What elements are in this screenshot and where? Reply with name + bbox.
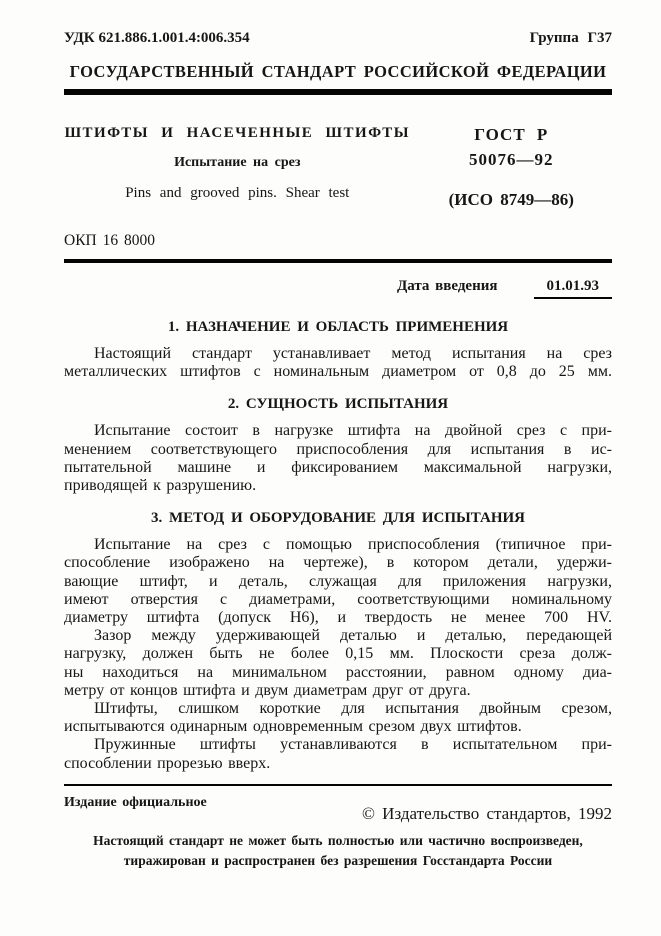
paragraph-line: метру от концов штифта и двум диаметрам друг от друга.: [64, 681, 471, 699]
top-reference-line: [64, 30, 612, 47]
notice-line: тиражирован и распространен без разрешения Госстандарта России: [123, 852, 553, 868]
state-standard-header: ГОСУДАРСТВЕННЫЙ СТАНДАРТ РОССИЙСКОЙ ФЕДЕРАЦИИ: [69, 62, 607, 81]
paragraph-line: диаметру штифта (допуск Н6), и твердость не менее 700 HV.: [64, 609, 612, 627]
iso-reference: (ИСО 8749—86): [448, 190, 574, 209]
separator-rule: [64, 259, 612, 263]
document-title: ШТИФТЫ И НАСЕЧЕННЫЕ ШТИФТЫ: [64, 125, 410, 141]
paragraph-line: нагрузку, должен быть не более 0,15 мм. Плоскости среза долж-: [64, 645, 612, 663]
section-3-heading: 3. МЕТОД И ОБОРУДОВАНИЕ ДЛЯ ИСПЫТАНИЯ: [150, 510, 525, 527]
paragraph-line: вающие штифт, и деталь, служащая для приложения нагрузки,: [64, 572, 612, 590]
paragraph-line: Штифты, слишком короткие для испытания двойным срезом,: [94, 700, 612, 718]
paragraph-line: Настоящий стандарт устанавливает метод испытания на срез: [94, 345, 612, 362]
title-block: [64, 125, 612, 210]
section-1-heading: 1. НАЗНАЧЕНИЕ И ОБЛАСТЬ ПРИМЕНЕНИЯ: [167, 319, 509, 335]
paragraph-line: Зазор между удерживающей деталью и деталью, передающей: [94, 627, 612, 645]
standard-designation-prefix: ГОСТ Р: [474, 125, 549, 144]
footer-row: [64, 795, 612, 824]
paragraph-line: имеют отверстия с диаметрами, соответствующими номинальному: [64, 590, 612, 608]
paragraph-line: металлических штифтов с номинальным диаметром от 0,8 до 25 мм.: [64, 363, 612, 381]
paragraph-line: ны находиться на минимальном расстоянии, равном одному диа-: [64, 663, 612, 681]
title-column: [64, 125, 411, 210]
standard-designation-number: 50076—92: [469, 150, 554, 169]
paragraph-line: менением соответствующего приспособления для испытания в ис-: [64, 440, 612, 458]
section-2-paragraph: [64, 422, 612, 495]
section-3-paragraph-2: [64, 627, 612, 773]
document-title-english: Pins and grooved pins. Shear test: [125, 185, 350, 201]
paragraph-line: Испытание состоит в нагрузке штифта на двойной срез с при-: [94, 422, 612, 440]
notice-line: Настоящий стандарт не может быть полностью или частично воспроизведен,: [93, 832, 583, 848]
copyright-line: © Издательство стандартов, 1992: [362, 803, 612, 823]
reproduction-notice: [64, 831, 612, 871]
date-value: 01.01.93: [534, 278, 613, 299]
section-2-heading: 2. СУЩНОСТЬ ИСПЫТАНИЯ: [227, 396, 449, 413]
okp-code: ОКП 16 8000: [64, 232, 155, 249]
udc-code: УДК 621.886.1.001.4:006.354: [64, 30, 250, 46]
paragraph-line: способлении прорезью вверх.: [64, 754, 271, 772]
edition-note: Издание официальное: [64, 794, 207, 810]
paragraph-line: способление изображено на чертеже), в котором детали, удержи-: [64, 554, 612, 572]
footer-rule: [64, 784, 612, 786]
section-1-paragraph: [64, 345, 612, 381]
header-rule: [64, 89, 612, 95]
paragraph-line: пытательной машине и фиксированием максимальной нагрузки,: [64, 458, 612, 476]
section-3-paragraph-1: [64, 536, 612, 627]
group-code: Группа Г37: [529, 30, 612, 46]
paragraph-line: Испытание на срез с помощью приспособления (типичное при-: [94, 536, 612, 554]
date-label: Дата введения: [396, 278, 498, 294]
designation-column: [411, 125, 612, 210]
paragraph-line: Пружинные штифты устанавливаются в испытательном при-: [94, 736, 612, 754]
paragraph-line: испытываются одинарным одновременным срезом двух штифтов.: [64, 718, 522, 736]
introduction-date-line: [64, 278, 612, 299]
paragraph-line: приводящей к разрушению.: [64, 477, 257, 495]
document-subtitle: Испытание на срез: [174, 155, 301, 170]
